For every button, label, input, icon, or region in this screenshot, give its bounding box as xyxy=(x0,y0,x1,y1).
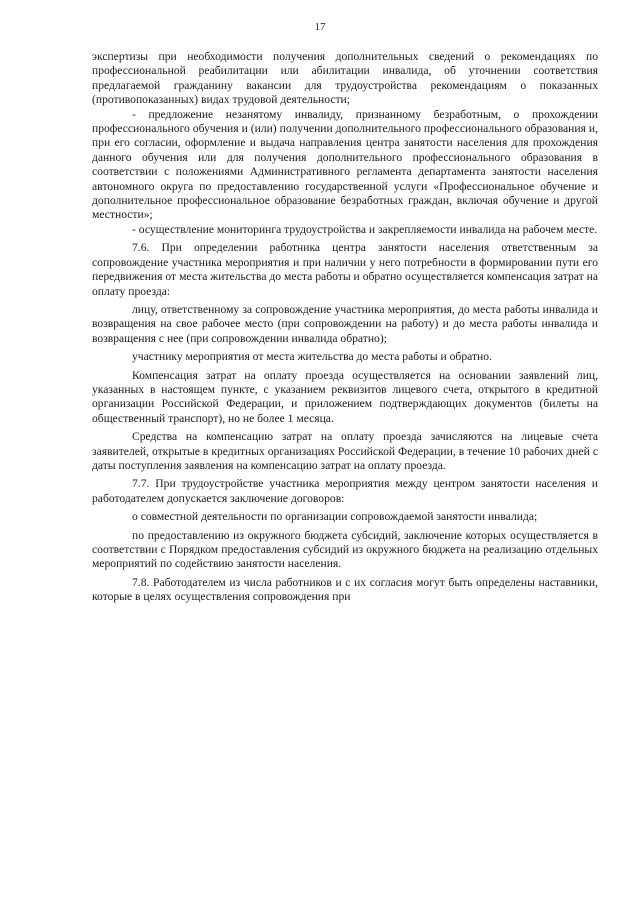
paragraph-responsible-person: лицу, ответственному за сопровождение участника мероприятия, до места работы инвалида и возвращения на свое рабочее место (при сопровождении на работу) и до места работы инвалида и возвращения с нее (при сопровождении инвалида обратно); xyxy=(92,302,598,345)
paragraph-monitoring: - осуществление мониторинга трудоустройства и закрепляемости инвалида на рабочем месте. xyxy=(132,222,598,236)
paragraph-compensation-transfer: Средства на компенсацию затрат на оплату проезда зачисляются на лицевые счета заявителей, открытые в кредитных организациях Российской Федерации, в течение 10 рабочих дней с даты поступления заявления на компенсацию затрат на оплату проезда. xyxy=(92,430,598,472)
page-number: 17 xyxy=(314,21,326,33)
document-body xyxy=(92,50,598,605)
paragraph-clause-7-7: 7.7. При трудоустройстве участника мероприятия между центром занятости населения и работодателем допускается заключение договоров: xyxy=(92,477,598,505)
paragraph-clause-7-8: 7.8. Работодателем из числа работников и с их согласия могут быть определены наставники, которые в целях осуществления сопровождения при xyxy=(92,575,598,604)
paragraph-compensation-basis: Компенсация затрат на оплату проезда осуществляется на основании заявлений лиц, указанных в настоящем пункте, с указанием реквизитов лицевого счета, открытого в кредитной организации Российской Федерации, и приложением подтверждающих документов (билеты на общественный транспорт), но не более 1 месяца. xyxy=(92,368,598,425)
paragraph-joint-activity: о совместной деятельности по организации сопровождаемой занятости инвалида; xyxy=(132,510,538,524)
paragraph-subsidies: по предоставлению из окружного бюджета субсидий, заключение которых осуществляется в соответствии с Порядком предоставления субсидий из окружного бюджета на реализацию отдельных мероприятий по содействию занятости населения. xyxy=(92,528,598,571)
paragraph-clause-7-6: 7.6. При определении работника центра занятости населения ответственным за сопровождение участника мероприятия и при наличии у него потребности в формировании пути его передвижения от места жительства до места работы и обратно осуществляется компенсация затрат на оплату проезда: xyxy=(92,241,598,298)
paragraph-offer-training: - предложение незанятому инвалиду, признанному безработным, о прохождении профессионального обучения и (или) получении дополнительного профессионального образования и, при его согласии, оформление и выдача направления центра занятости населения для прохождения данного обучения или для получения дополнительного профессионального образования в соответствии с положениями Административного регламента департамента занятости населения автономного округа по предоставлению государственной услуги «Профессиональное обучение и дополнительное профессиональное образование безработных граждан, включая обучение и другой местности»; xyxy=(92,107,598,222)
paragraph-participant-travel: участнику мероприятия от места жительства до места работы и обратно. xyxy=(132,350,492,364)
paragraph-expertise-continuation: экспертизы при необходимости получения дополнительных сведений о рекомендациях по профессиональной реабилитации или абилитации инвалида, об уточнении соответствия предлагаемой гражданину вакансии для трудоустройства рекомендациям о показанных (противопоказанных) видах трудовой деятельности; xyxy=(92,50,598,107)
